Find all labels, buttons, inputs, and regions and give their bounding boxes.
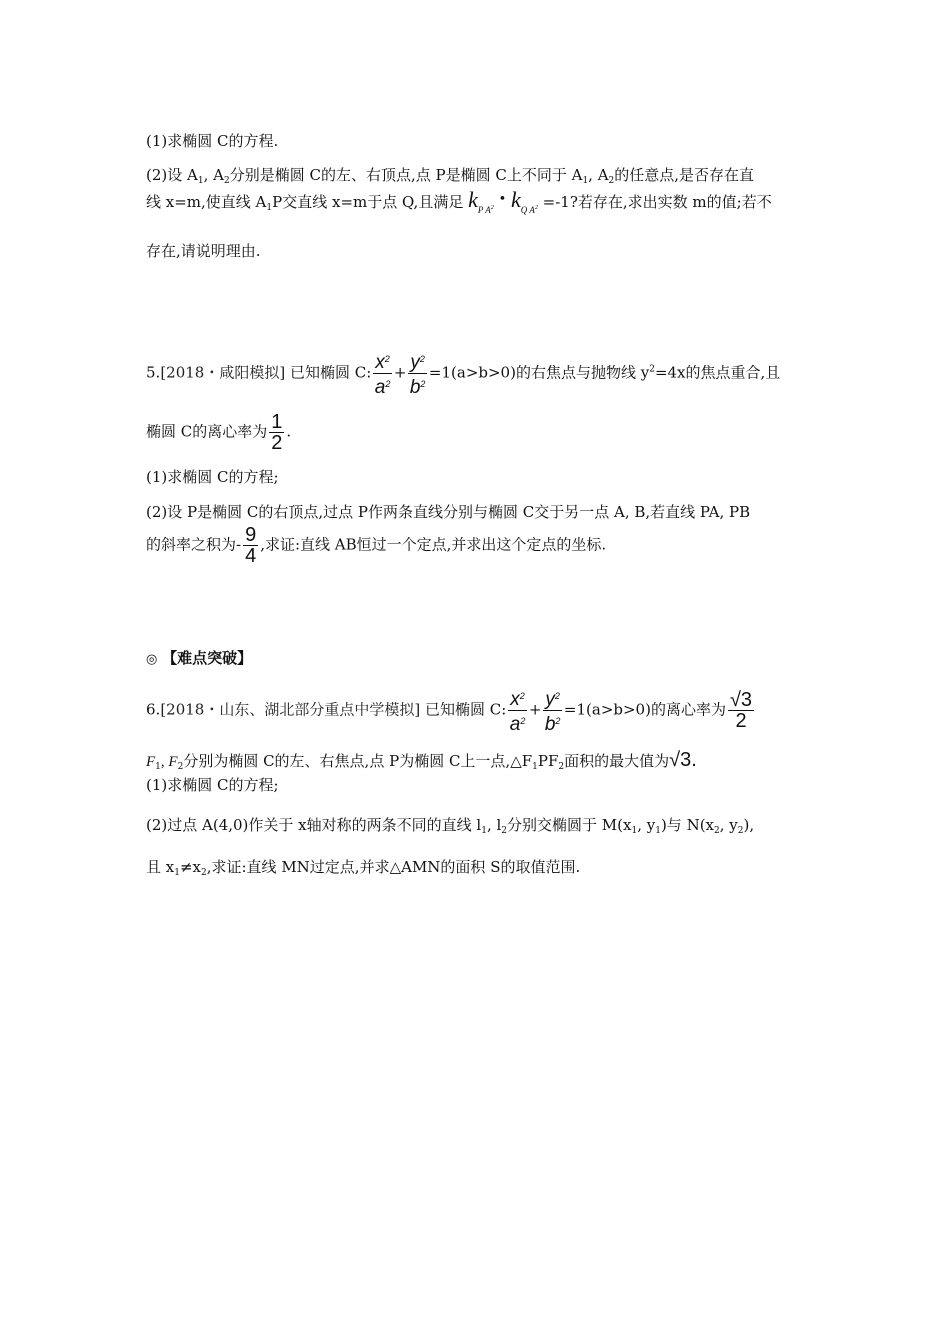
p6-citation: [2018・山东、湖北部分重点中学模拟] [160, 700, 421, 719]
p4-question-1: (1)求椭圆 C的方程. [146, 132, 279, 150]
fraction-x2-a2: $\frac{x^2}{a^2}$ [373, 349, 392, 398]
p6-question-1: (1)求椭圆 C的方程; [146, 776, 279, 794]
p5-stem-line-1: 5.[2018・咸阳模拟] 已知椭圆 C: $\frac{x^2}{a^2}$ + $\frac{y^2}{b^2}$ =1(a>b>0)的右焦点与抛物线 $y^2=4x$的焦点重合,且 [146, 349, 780, 398]
p6-stem-line-2: $F_1$, $F_2$分别为椭圆 C的左、右焦点,点 P为椭圆 C上一点$,\triangle F_1PF_2$面积的最大值为√3. [146, 749, 697, 772]
p5-stem-line-2: 椭圆 C的离心率为 $\frac{1}{2}$ . [146, 411, 292, 454]
fraction-nine-quarters: $\frac{9}{4}$ [245, 524, 257, 567]
fraction-root3-over-2: $\frac{√3}{2}$ [729, 689, 753, 732]
p4-question-2-line-1: (2)设 $A_1$, $A_2$分别是椭圆 C的左、右顶点,点 P是椭圆 C上不同于 $A_1$, $A_2$的任意点,是否存在直 [146, 166, 755, 186]
p4-question-2-line-3: 存在,请说明理由. [146, 242, 261, 260]
p4-question-2-line-2: 线 x=m,使直线 $A_1P$交直线 x=m于点 Q,且满足 $k_{P A}2$ • $k_{Q A}2 =-1$?若存在,求出实数 m的值;若不 [146, 187, 772, 215]
p5-citation: [2018・咸阳模拟] [160, 363, 286, 382]
section-title: 【难点突破】 [162, 650, 253, 667]
fraction-y2-b2: $\frac{y^2}{b^2}$ [408, 349, 427, 398]
slope-product: $k_{P A}2$ • $k_{Q A}2$ [468, 187, 538, 215]
p6-question-2-line-2: 且 $x_1\ne x_2$,求证:直线 MN过定点,并求△AMN的面积 S的取值范围. [146, 858, 581, 878]
fraction-y2-b2: $\frac{y^2}{b^2}$ [543, 686, 562, 735]
target-icon: ◎ [146, 652, 158, 667]
p5-question-2-line-2: 的斜率之积为- $\frac{9}{4}$ ,求证:直线 AB恒过一个定点,并求出这个定点的坐标. [146, 524, 607, 567]
fraction-one-half: $\frac{1}{2}$ [271, 411, 283, 454]
fraction-x2-a2: $\frac{x^2}{a^2}$ [508, 686, 527, 735]
p5-question-1: (1)求椭圆 C的方程; [146, 468, 279, 486]
section-heading [146, 648, 252, 670]
p5-question-2-line-1: (2)设 P是椭圆 C的右顶点,过点 P作两条直线分别与椭圆 C交于另一点 A, B,若直线 PA, PB [146, 503, 751, 521]
p6-question-2-line-1: (2)过点 A(4,0)作关于 x轴对称的两条不同的直线 $l_1$, $l_2$分别交椭圆于 $M(x_1$, $y_1$)与 $N(x_2$, $y_2$), [146, 816, 755, 836]
p6-stem-line-1: 6.[2018・山东、湖北部分重点中学模拟] 已知椭圆 C: $\frac{x^2}{a^2}$ + $\frac{y^2}{b^2}$ =1(a>b>0)的离心率为 $\frac{√3}{2}$ [146, 686, 756, 735]
